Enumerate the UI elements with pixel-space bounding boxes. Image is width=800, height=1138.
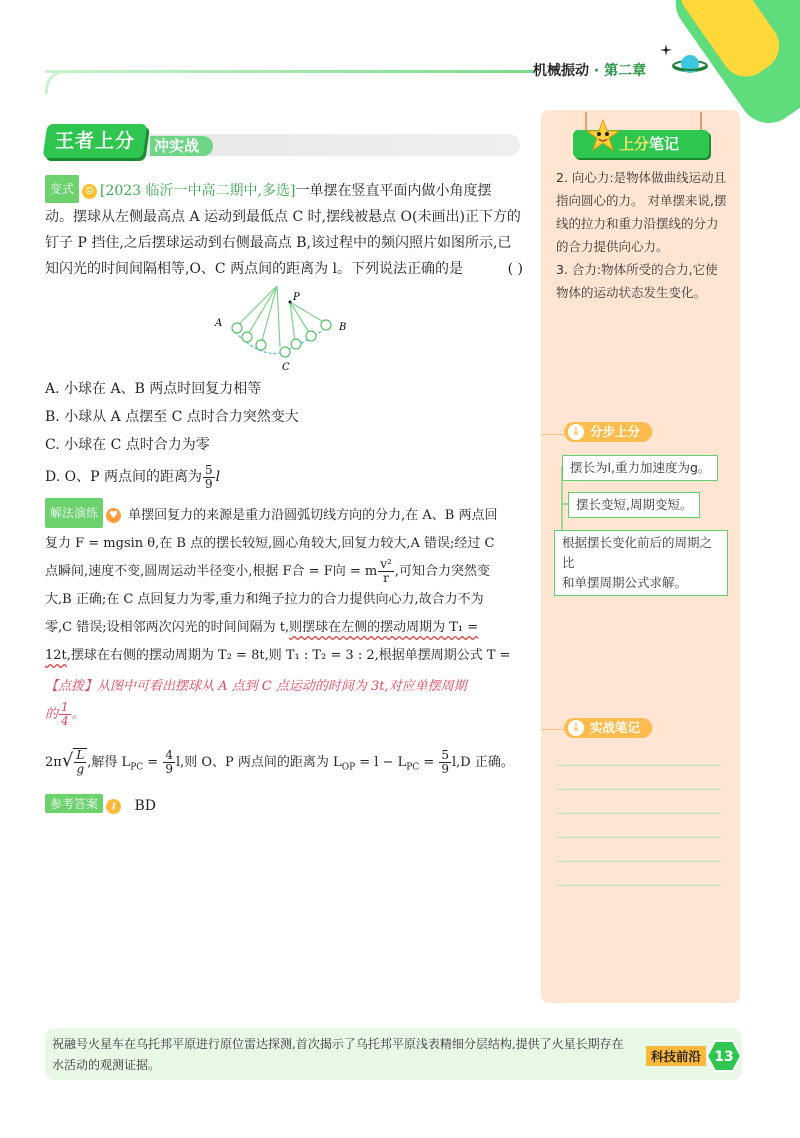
question-line: 知闪光的时间间隔相等,O、C 两点间的距离为 l。下列说法正确的是 (45, 261, 464, 277)
subject-label: 机械振动 (533, 63, 589, 79)
label-c: C (282, 362, 290, 372)
solution-line: 点瞬间,速度不变,圆周运动半径变小,根据 F合 = F向 = m (45, 564, 378, 579)
note-line (556, 885, 722, 886)
answer-row (45, 794, 156, 814)
option-a[interactable]: A. 小球在 A、B 两点时回复力相等 (45, 381, 262, 397)
option-d[interactable] (45, 463, 299, 491)
divider (541, 729, 565, 730)
header-curve (45, 70, 85, 94)
arrow-down-icon: ↓ (568, 720, 584, 736)
banner-hook (700, 112, 708, 130)
svg-text:13: 13 (714, 1049, 734, 1065)
subscript: PC (406, 762, 420, 773)
solution-text (45, 498, 523, 670)
fraction: $\frac{\text{v²}}{r}$ (380, 557, 392, 585)
formula-part: l,则 O、P 两点间的距离为 L (175, 755, 342, 770)
pendulum-figure (205, 282, 355, 372)
solution-line: 大,B 正确;在 C 点回复力为零,重力和绳子拉力的合力提供向心力,故合力不为 (45, 592, 484, 607)
sparkle-icon (660, 44, 672, 56)
arrow-down-icon: ↓ (568, 424, 584, 440)
section-badge (43, 124, 148, 158)
steps-tag (564, 422, 652, 442)
bob (306, 331, 316, 341)
bob (256, 340, 266, 350)
subscript: OP (341, 762, 356, 773)
step-3 (554, 530, 728, 596)
option-d-text: D. O、P 两点间的距离为 (45, 469, 202, 485)
fraction: $\frac{L}{g}$ (76, 748, 85, 776)
fraction: $\frac{1}{4}$ (61, 700, 69, 728)
solution-line: 单摆回复力的来源是重力沿圆弧切线方向的分力,在 A、B 两点回 (128, 508, 498, 523)
header-rule (45, 70, 535, 73)
chapter-label: 第二章 (604, 63, 647, 79)
bob (291, 339, 301, 349)
steps-tag-label: 分步上分 (590, 424, 641, 439)
star-mascot-icon (586, 119, 620, 153)
formula-part: ,解得 L (87, 755, 131, 770)
question-line: 钉子 P 挡住,之后摆球运动到右侧最高点 B,该过程中的频闪照片如图所示,已 (45, 235, 512, 251)
solution-line: 零,C 错误;设相邻两次闪光的时间间隔为 t, (45, 620, 290, 635)
formula-part: 2π (45, 755, 62, 770)
variant-tag: 变式 (45, 175, 79, 203)
divider (541, 434, 565, 435)
answer-value: BD (134, 798, 156, 814)
page-number (706, 1040, 742, 1072)
formula-part: = (143, 755, 163, 770)
option-b[interactable]: B. 小球从 A 点摆至 C 点时合力突然变大 (45, 409, 299, 425)
solution-tag: 解法演练 (45, 498, 103, 528)
formula-part: = l − L (355, 755, 407, 770)
label-p: P (293, 292, 300, 303)
hint-note (45, 673, 525, 729)
hint-line: 【点拨】从图中可看出摆球从 A 点到 C 点运动的时间为 3t,对应单摆周期 (45, 679, 467, 694)
notes-text (556, 166, 730, 304)
note-line (556, 861, 722, 862)
note-line (556, 813, 722, 814)
answer-bracket: ( ) (507, 261, 523, 277)
formula-part: = (419, 755, 439, 770)
note-item: 2. 向心力:是物体做曲线运动且指向圆心的力。 对单摆来说,摆线的拉力和重力沿摆线的分力的合力提供向心力。 (556, 170, 727, 254)
step-3-line: 根据摆长变化前后的周期之比 (562, 535, 713, 570)
highlighted-text: 则摆球在左侧的摆动周期为 T₁ = (289, 620, 479, 635)
key-icon: ⚷ (106, 799, 121, 814)
bob (242, 332, 252, 342)
bob (321, 320, 331, 330)
chapter-header (533, 60, 646, 80)
label-b: B (339, 322, 347, 333)
footer-text: 祝融号火星车在乌托邦平原进行原位雷达探测,首次揭示了乌托邦平原浅表精细分层结构,提供了火星长期存在水活动的观测证据。 (52, 1037, 624, 1072)
formula-part: l,D 正确。 (452, 755, 514, 770)
step-1: 摆长为l,重力加速度为g。 (562, 455, 718, 481)
answer-tag: 参考答案 (45, 794, 103, 813)
hint-line: 的 (45, 707, 59, 722)
smile-icon: ☺ (82, 184, 97, 199)
heart-icon: ♥ (106, 508, 121, 523)
question-line: 动。摆球从左侧最高点 A 运动到最低点 C 时,摆线被悬点 O(未画出)正下方的 (45, 209, 521, 225)
highlighted-text: 12t (45, 648, 67, 663)
question-line: 一单摆在竖直平面内做小角度摆 (295, 183, 492, 199)
option-d-var: l (215, 469, 221, 485)
section-title: 王者上分 (54, 130, 135, 152)
planet-icon (672, 50, 708, 80)
solution-line: ,摆球在右侧的摆动周期为 T₂ = 8t,则 T₁ : T₂ = 3 : 2,根据单摆周期公式 T = (66, 648, 511, 663)
note-item: 3. 合力:物体所受的合力,它使物体的运动状态发生变化。 (556, 262, 718, 300)
fraction: $\frac{5}{9}$ (204, 462, 213, 491)
notes-banner-a: 上分 (619, 135, 650, 153)
option-c[interactable]: C. 小球在 C 点时合力为零 (45, 437, 210, 453)
formula-line: 2π√ $\frac{L}{g}$ ,解得 $L_{PC}$ = $\frac{4}{9}$ l,则 O、P 两点间的距离为 $L_{OP} = l - L_{PC}$ = $\frac{5}{9}$ l,D 正确。 (45, 748, 514, 776)
question-source: [2023 临沂一中高二期中,多选] (100, 183, 296, 199)
solution-line: ,可知合力突然变 (394, 564, 490, 579)
step-2: 摆长变短,周期变短。 (568, 492, 700, 518)
solution-line: 复力 F = mgsin θ,在 B 点的摆长较短,圆心角较大,回复力较大,A 错误;经过 C (45, 536, 495, 551)
bob (232, 323, 242, 333)
footer-tag: 科技前沿 (646, 1046, 706, 1066)
note-line (556, 837, 722, 838)
fraction: $\frac{4}{9}$ (165, 748, 173, 776)
notes-banner-b: 笔记 (649, 135, 680, 153)
options-list (45, 375, 299, 491)
section-subtitle: 冲实战 (150, 136, 213, 156)
subscript: PC (130, 762, 144, 773)
note-line (556, 765, 722, 766)
hint-end: 。 (71, 707, 85, 722)
practice-tag-label: 实战笔记 (590, 720, 641, 735)
practice-tag (564, 718, 652, 738)
fraction: $\frac{5}{9}$ (441, 748, 449, 776)
label-a: A (215, 318, 223, 329)
bob (280, 347, 290, 357)
note-line (556, 789, 722, 790)
step-3-line: 和单摆周期公式求解。 (562, 575, 688, 590)
question-text (45, 175, 523, 282)
separator: · (593, 63, 600, 79)
